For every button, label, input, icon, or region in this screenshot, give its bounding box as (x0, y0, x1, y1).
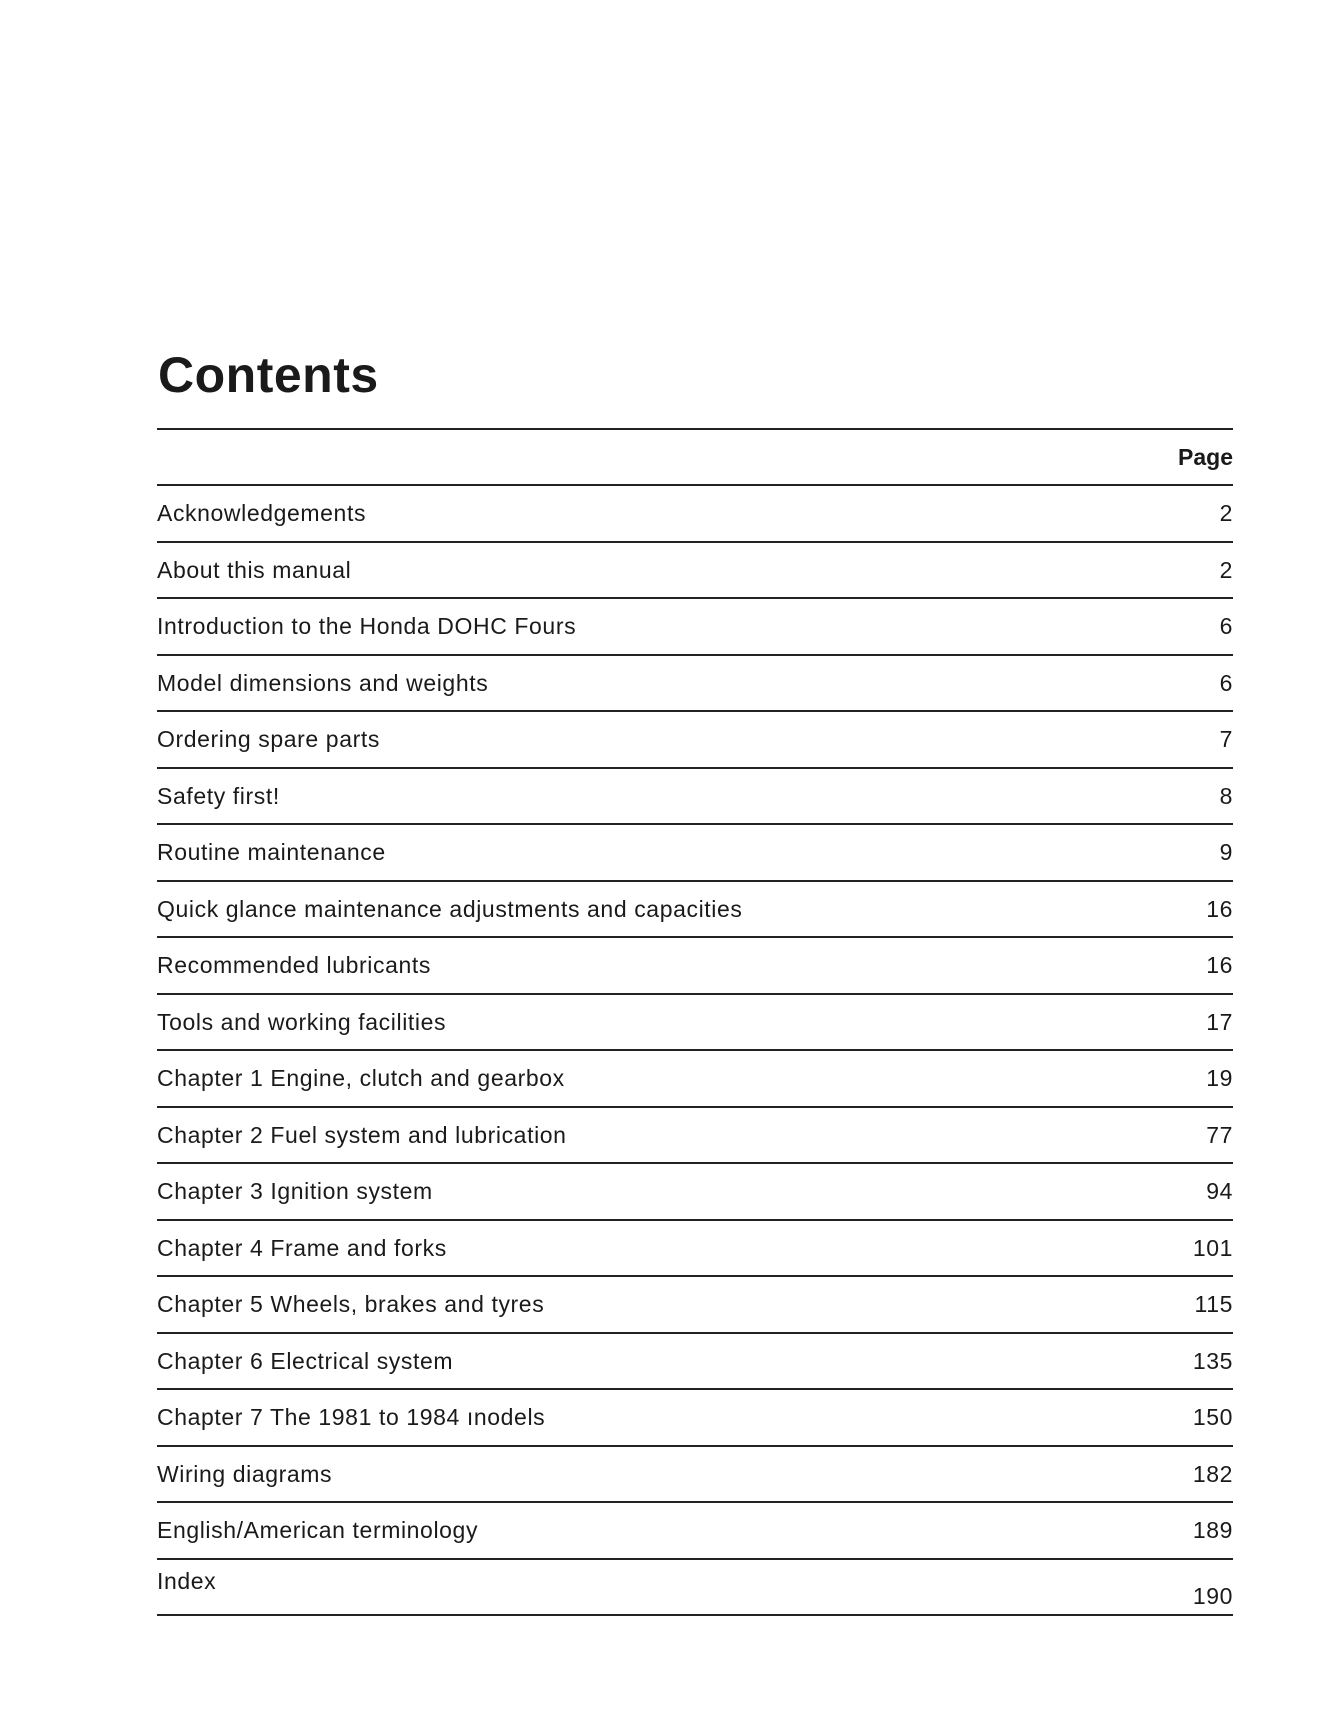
toc-entry (157, 769, 1233, 826)
toc-entry-title: English/American terminology (157, 1517, 479, 1543)
toc-entry-title: Tools and working facilities (157, 1008, 447, 1035)
toc-entry (157, 543, 1233, 600)
toc-entry (157, 656, 1233, 713)
toc-entry (157, 1334, 1233, 1391)
toc-entry-title: Index (157, 1567, 217, 1594)
toc-entry (157, 1447, 1233, 1504)
toc-entry-title: Chapter 3 Ignition system (157, 1178, 433, 1204)
table-of-contents (157, 428, 1233, 1616)
toc-entry-title: Quick glance maintenance adjustments and capacities (157, 895, 743, 922)
toc-entry-title: About this manual (157, 556, 352, 583)
toc-entry-title: Chapter 2 Fuel system and lubrication (157, 1121, 567, 1148)
toc-entry (157, 1051, 1233, 1108)
toc-entry-page-number: 16 (1206, 952, 1233, 978)
toc-entry (157, 712, 1233, 769)
toc-entry (157, 486, 1233, 543)
toc-entry-page-number: 2 (1219, 500, 1233, 526)
toc-entry-page-number: 150 (1192, 1404, 1233, 1430)
toc-entry-title: Routine maintenance (157, 839, 386, 865)
toc-entry-page-number: 16 (1206, 895, 1233, 922)
toc-entry (157, 1108, 1233, 1165)
toc-entry-title: Acknowledgements (157, 500, 367, 526)
toc-header (157, 430, 1233, 486)
toc-entry-page-number: 101 (1192, 1234, 1233, 1261)
toc-entry (157, 1164, 1233, 1221)
toc-entry-page-number: 190 (1192, 1582, 1233, 1609)
toc-entry-page-number: 135 (1192, 1347, 1233, 1374)
page-column-label: Page (1178, 444, 1233, 470)
toc-entry-page-number: 8 (1219, 782, 1233, 809)
toc-entry-page-number: 9 (1219, 839, 1233, 865)
toc-entry (157, 938, 1233, 995)
toc-entry-title: Chapter 1 Engine, clutch and gearbox (157, 1065, 565, 1091)
toc-entry (157, 1277, 1233, 1334)
toc-entry (157, 995, 1233, 1052)
toc-entry (157, 1221, 1233, 1278)
toc-entry-title: Chapter 6 Electrical system (157, 1347, 454, 1374)
toc-entries (157, 486, 1233, 1616)
toc-entry (157, 825, 1233, 882)
toc-entry-title: Chapter 7 The 1981 to 1984 ınodels (157, 1404, 546, 1430)
toc-entry-page-number: 6 (1219, 669, 1233, 696)
toc-entry-title: Introduction to the Honda DOHC Fours (157, 613, 577, 639)
toc-entry-page-number: 17 (1206, 1008, 1233, 1035)
toc-entry-page-number: 7 (1219, 726, 1233, 752)
toc-entry (157, 1390, 1233, 1447)
toc-entry (157, 882, 1233, 939)
toc-entry-page-number: 6 (1219, 613, 1233, 639)
toc-entry-page-number: 94 (1206, 1178, 1233, 1204)
toc-entry-page-number: 182 (1192, 1460, 1233, 1487)
toc-entry-title: Chapter 4 Frame and forks (157, 1234, 447, 1261)
toc-entry (157, 1560, 1233, 1617)
toc-entry (157, 599, 1233, 656)
toc-entry-title: Model dimensions and weights (157, 669, 489, 696)
toc-entry-title: Safety first! (157, 782, 280, 809)
toc-entry-page-number: 189 (1192, 1517, 1233, 1543)
toc-entry (157, 1503, 1233, 1560)
toc-entry-title: Recommended lubricants (157, 952, 431, 978)
toc-entry-page-number: 115 (1194, 1291, 1233, 1317)
toc-entry-page-number: 2 (1219, 556, 1233, 583)
toc-entry-title: Wiring diagrams (157, 1460, 333, 1487)
page-title: Contents (158, 347, 379, 403)
toc-entry-title: Chapter 5 Wheels, brakes and tyres (157, 1291, 545, 1317)
toc-entry-page-number: 77 (1206, 1121, 1233, 1148)
toc-entry-page-number: 19 (1206, 1065, 1233, 1091)
toc-entry-title: Ordering spare parts (157, 726, 380, 752)
